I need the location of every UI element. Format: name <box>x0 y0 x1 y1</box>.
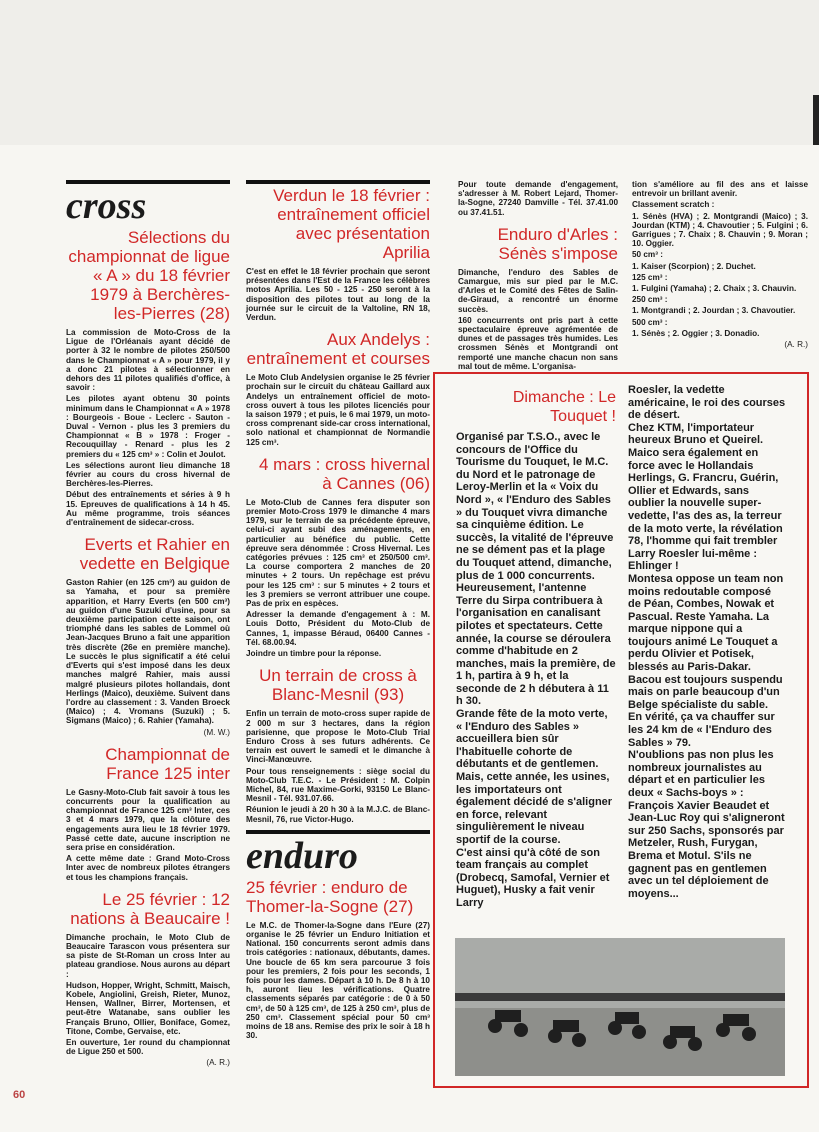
feature-paragraph: Organisé par T.S.O., avec le concours de l'Office du Tourisme du Touquet, le M.C. du Nord et le patronage de Leroy-Merlin et la « Voix du Nord », « l'Enduro des Sables » du Touquet vivra dimanche sa cinquième édition. Le succès, la vitalité de l'épreuve ne se dément pas et la plage du Touquet attend, dimanche, plus de 1 000 concurrents. Heureusement, l'antenne Terre du Sirpa contribuera à l'organisation en canalisant pilotes et spectateurs. Cette année, la course se déroulera comme d'habitude en 2 manches, mais la première, de 1 h, partira à 9 h, et la seconde de 2 h débutera à 11 h 30. <box>456 431 616 708</box>
article-paragraph: Pour toute demande d'engagement, s'adresser à M. Robert Lejard, Thomer-la-Sogne, 27240 Damville - Tél. 37.41.00 ou 37.41.51. <box>458 180 618 217</box>
article-paragraph: 160 concurrents ont pris part à cette spectaculaire épreuve agrémentée de dunes et de passages très humides. Les crossmen Sénès et Montgrandi ont remporté une manche chacun non sans mal tout de même. L'organisa- <box>458 315 618 371</box>
article-paragraph: Enfin un terrain de moto-cross super rapide de 2 000 m sur 3 hectares, dans la région parisienne, que propose le Moto-Club Trial Enduro Cross à ses futurs adhérents. Ce terrain est ouvert le samedi et le dimanche à Vinci-Manœuvre. <box>246 709 430 765</box>
results-list: 1. Sénès ; 2. Oggier ; 3. Donadio. <box>632 328 760 338</box>
article-signature: (M. W.) <box>203 727 230 737</box>
feature-paragraph: Grande fête de la moto verte, « l'Enduro des Sables » accueillera bien sûr l'habituelle cohorte de débutants et de gentlemen. Mais, cette année, les usines, les importateurs ont également décidé de s'aligner en force, relevant singulièrement le niveau sportif de la course. <box>456 708 613 846</box>
article-title: Everts et Rahier en vedette en Belgique <box>79 535 230 574</box>
article-paragraph: tion s'améliore au fil des ans et laisse entrevoir un brillant avenir. <box>632 180 808 199</box>
article-signature: (A. R.) <box>206 1058 230 1068</box>
article-paragraph: La commission de Moto-Cross de la Ligue de l'Orléanais ayant décidé de porter à 32 le nombre de pilotes 250/500 dans le Championnat « A » pour 1979, il y a donc 21 pilotes à sélectionner en dehors des 11 pilotes qualifiés d'office, à savoir : <box>66 328 230 393</box>
article-title: Enduro d'Arles : Sénès s'impose <box>497 224 618 263</box>
results-list: 1. Sénès (HVA) ; 2. Montgrandi (Maico) ; 3. Jourdan (KTM) ; 4. Chavoutier ; 5. Fulgini ; 6. Garrigues ; 7. Chaix ; 8. Chauvin ; 9. Moran ; 10. Oggier. <box>632 211 808 249</box>
feature-right-column <box>628 384 786 900</box>
article-paragraph: Le Gasny-Moto-Club fait savoir à tous les concurrents pour la qualification au championnat de France 125 cm³ Inter, ces 3 et 4 mars 1979, que la clôture des engagements aura lieu le 18 février 1979. Passé cette date, aucune inscription ne sera prise en considération. <box>66 787 230 852</box>
article-paragraph: Le M.C. de Thomer-la-Sogne dans l'Eure (27) organise le 25 février un Enduro Initiation et National. 150 concurrents seront admis dans trois catégories : nationaux, débutants, dames. Une boucle de 65 km sera parcourue 3 fois pour les premiers, 2 fois pour les seconds, 1 fois pour les dames. Départ à 10 h. De 8 h à 10 h, auront lieu les vérifications. Quatre classements séparés par catégorie : de 0 à 50 cm³, de 50 à 125 cm³, de 125 à 250 cm³, plus de 250 cm³. Classement spécial pour 50 cm³ moins de 18 ans. Remise des prix le soir à 18 h 30. <box>246 920 430 1041</box>
column-4 <box>632 180 808 349</box>
feature-paragraph: En vérité, ça va chauffer sur les 24 km de « l'Enduro des Sables » 79. <box>628 711 775 749</box>
results-heading: 125 cm³ : <box>632 272 668 282</box>
results-heading: 250 cm³ : <box>632 295 668 305</box>
photo-illustration <box>455 938 785 1076</box>
article-title: Verdun le 18 février : entraînement officiel avec présentation Aprilia <box>273 186 430 262</box>
article-paragraph: Dimanche prochain, le Moto Club de Beaucaire Tarascon vous présentera sur sa piste de St-Roman un cross Inter au plateau grandiose. Nous aurons au départ : <box>66 932 230 979</box>
article-paragraph: Le Moto-Club de Cannes fera disputer son premier Moto-Cross 1979 le dimanche 4 mars 1979, sur le terrain de sa précédente épreuve, celui-ci ayant subi des aménagements, en particulier au bénéfice du public. Cette épreuve sera dénommée : Cross Hivernal. Les catégories prévues : 125 cm³ et 250/500 cm³. La course comportera 2 manches de 20 minutes + 2 tours. Un repêchage est prévu pour les 125 cm³ : sur 5 minutes + 2 tours et les 3 premiers se verront attribuer une coupe. Pas de prix en espèces. <box>246 497 430 609</box>
article-paragraph: Réunion le jeudi à 20 h 30 à la M.J.C. de Blanc-Mesnil, 76, rue Victor-Hugo. <box>246 805 430 824</box>
article-title: Aux Andelys : entraînement et courses <box>246 330 430 369</box>
article-paragraph: Pour tous renseignements : siège social du Moto-Club T.E.C. - Le Président : M. Colpin Michel, 84, rue Maxime-Gorki, 93150 Le Blanc-Mesnil - Tél. 931.07.66. <box>246 766 430 804</box>
crowd <box>455 993 785 1001</box>
article-paragraph: Début des entraînements et séries à 9 h 15. Epreuves de qualifications à 14 h 45. Au même programme, trois séances d'entraînement de sidecar-cross. <box>66 490 230 528</box>
feature-left-column <box>456 384 616 910</box>
results-heading: 50 cm³ : <box>632 250 663 260</box>
article-title: Un terrain de cross à Blanc-Mesnil (93) <box>259 666 417 705</box>
results-heading: Classement scratch : <box>632 200 715 210</box>
article-title: Championnat de France 125 inter <box>105 744 230 783</box>
article-title: Le 25 février : 12 nations à Beaucaire ! <box>70 889 230 928</box>
column-1 <box>66 180 230 1068</box>
feature-box-le-touquet <box>433 372 809 1088</box>
article-paragraph: Adresser la demande d'engagement à : M. Louis Dotto, Président du Moto-Club de Cannes, 1, impasse Béraud, 06400 Cannes - Tél. 68.00.94. <box>246 610 430 647</box>
feature-paragraph: Chez KTM, l'importateur heureux Bruno et Queirel. Maico sera également en force avec le Hollandais Herlings, G. Francru, Guérin, Ollier et Edwards, sans oublier la nouvelle super-vedette, l'as des as, la terreur de la moto verte, la révélation 78, l'homme qui fait trembler Larry Roesler lui-même : Ehlinger ! <box>628 421 783 573</box>
article-paragraph: Hudson, Hopper, Wright, Schmitt, Maisch, Kobele, Angiolini, Greish, Rieter, Munoz, Hensen, Wallner, Birrer, Mortensen, et peut-être Watanabe, sans oublier les Français Bruno, Ollier, Boniface, Gomez, Titone, Combe, Gervaise, etc. <box>66 980 230 1036</box>
article-paragraph: Les pilotes ayant obtenu 30 points minimum dans le Championnat « A » 1978 : Bourgeois - Boue - Leclerc - Sauton - Duval - Vernon - plus les 3 premiers du Championnat « B » 1978 : Froger - Recouquillay - Renard - plus les 2 premiers du « 125 cm³ » : Colin et Joulot. <box>66 394 230 459</box>
column-3 <box>458 180 618 373</box>
article-signature: (A. R.) <box>784 340 808 350</box>
section-rule <box>66 180 230 184</box>
feature-paragraph: N'oublions pas non plus les nombreux journalistes au départ et en particulier les deux « Sachs-boys » : François Xavier Beaudet et Jean-Luc Roy qui s'aligneront sur 250 Sachs, sponsorés par Metzeler, Rush, Furygan, Brema et Motul. S'ils ne gagnent pas en gentlemen avec un tel déploiement de moyens... <box>628 749 785 900</box>
feature-title: Dimanche : Le Touquet ! <box>512 389 616 425</box>
results-list: 1. Fulgini (Yamaha) ; 2. Chaix ; 3. Chauvin. <box>632 284 797 294</box>
article-title: Sélections du championnat de ligue « A » du 18 février 1979 à Berchères-les-Pierres (28) <box>68 228 230 323</box>
section-title-enduro: enduro <box>246 834 358 877</box>
article-paragraph: Le Moto Club Andelysien organise le 25 février prochain sur le circuit du château Gaillard aux Andelys un entraînement officiel de moto-cross ouvert à tous les pilotes licenciés pour la saison 1979 ; et puis, le 6 mai 1979, un moto-cross comprenant side-car cross international, solo national et championnat de Normandie 125 cm³. <box>246 373 430 447</box>
feature-paragraph: Montesa oppose un team non moins redoutable composé de Péan, Combes, Nowak et Pascual. Reste Yamaha. La marque nippone qui a toujours animé Le Touquet a perdu Olivier et Potisek, blessés au Paris-Dakar. Bacou est toujours suspendu mais on parle beaucoup d'un Belge spécialiste du sable. <box>628 572 784 711</box>
article-title: 25 février : enduro de Thomer-la-Sogne (27) <box>246 877 414 916</box>
article-title: 4 mars : cross hivernal à Cannes (06) <box>259 454 430 493</box>
results-list: 1. Kaiser (Scorpion) ; 2. Duchet. <box>632 261 756 271</box>
results-list: 1. Montgrandi ; 2. Jourdan ; 3. Chavoutier. <box>632 306 796 316</box>
article-paragraph: Joindre un timbre pour la réponse. <box>246 649 382 659</box>
feature-paragraph: Roesler, la vedette américaine, le roi des courses de désert. <box>628 384 786 422</box>
article-paragraph: Les sélections auront lieu dimanche 18 février au cours du cross hivernal de Berchères-les-Pierres. <box>66 460 230 489</box>
section-rule <box>246 830 430 834</box>
article-paragraph: Dimanche, l'enduro des Sables de Camargue, mis sur pied par le M.C. d'Arles et le Comité des Fêtes de Salin-de-Giraud, a rencontré un énorme succès. <box>458 267 618 314</box>
section-title-cross: cross <box>66 185 147 227</box>
top-blank-area <box>0 0 819 145</box>
feature-paragraph: C'est ainsi qu'à côté de son team français au complet (Drobecq, Samofal, Vernier et Huguet), Husky a fait venir Larry <box>456 846 610 909</box>
section-rule <box>246 180 430 184</box>
article-paragraph: Gaston Rahier (en 125 cm³) au guidon de sa Yamaha, et pour sa première apparition, et Harry Everts (en 500 cm³) au guidon d'une Suzuki d'usine, pour sa deuxième participation cette saison, ont triomphé dans les sables de Lommel où Jean-Jacques Bruno a fait une apparition très discrète (26e en première manche). Le succès le plus significatif a été celui d'Everts qui s'est imposé dans les deux manches malgré Rahier, mais aussi malgré plusieurs pilotes hollandais, dont Herlings (Maico), deuxième. Suivent dans l'ordre au classement : 3. Vanden Broeck (Maico) ; 4. Vromans (Suzuki) ; 5. Sigmans (Maico) ; 6. Rahier (Yamaha). <box>66 578 230 726</box>
article-paragraph: C'est en effet le 18 février prochain que seront présentées dans l'Est de la France les célèbres motos Aprilia. Les 50 - 125 - 250 seront à la disposition des pilotes tout au long de la journée sur le circuit de la Valtoline, RN 18, Verdun. <box>246 267 430 323</box>
article-paragraph: A cette même date : Grand Moto-Cross Inter avec de nombreux pilotes étrangers et tous les champions français. <box>66 854 230 882</box>
results-heading: 500 cm³ : <box>632 317 668 327</box>
page-number: 60 <box>13 1089 26 1101</box>
column-2 <box>246 180 430 1042</box>
motocross-photo <box>455 938 785 1076</box>
article-paragraph: En ouverture, 1er round du championnat de Ligue 250 et 500. <box>66 1037 230 1057</box>
